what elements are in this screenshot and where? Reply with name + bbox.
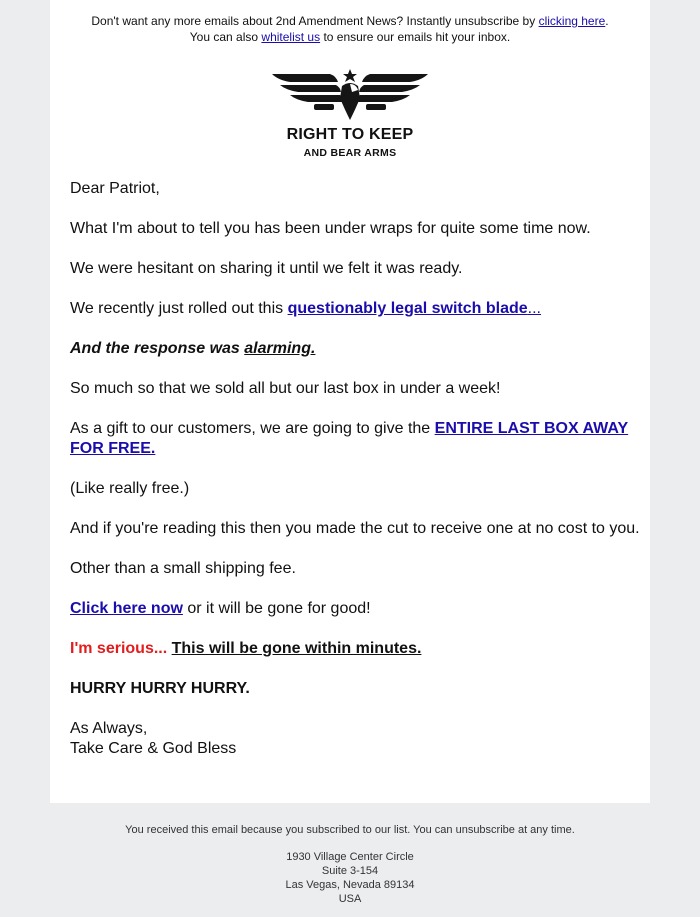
paragraph-12: HURRY HURRY HURRY. [70,680,250,697]
paragraph-10 [70,599,640,619]
paragraph-6 [70,419,640,459]
footer [0,823,700,906]
subscription-notice: You received this email because you subscribed to our list. You can unsubscribe at any time. [125,824,575,836]
whitelist-link[interactable]: whitelist us [261,29,321,44]
greeting: Dear Patriot, [70,180,160,197]
paragraph-3 [70,299,640,319]
unsubscribe-line [50,14,650,30]
signoff-line-2: Take Care & God Bless [70,740,237,757]
brand-name: RIGHT TO KEEP [286,126,414,143]
unsubscribe-notice [50,14,650,45]
address-line-4: USA [338,893,362,905]
eagle-logo-icon [270,68,430,124]
mailing-address [0,850,700,906]
whitelist-text-suffix: to ensure our emails hit your inbox. [323,29,511,44]
click-here-link[interactable]: Click here now [70,600,183,617]
serious-text: I'm serious... [70,640,168,657]
paragraph-6-text: As a gift to our customers, we are going to give the [70,420,431,437]
whitelist-text-prefix: You can also [189,29,259,44]
gone-within-minutes-text: This will be gone within minutes. [171,640,422,657]
paragraph-4 [70,339,640,359]
paragraph-10-text: or it will be gone for good! [187,600,371,617]
brand-logo[interactable] [270,68,430,162]
paragraph-3-text: We recently just rolled out this [70,300,284,317]
address-line-3: Las Vegas, Nevada 89134 [285,879,415,891]
unsubscribe-period: . [605,14,609,28]
paragraph-4-text: And the response was [70,340,240,357]
email-card [50,0,650,803]
signoff [70,719,640,759]
address-line-1: 1930 Village Center Circle [286,851,414,863]
paragraph-2: We were hesitant on sharing it until we felt it was ready. [70,260,463,277]
free-box-link[interactable]: ENTIRE LAST BOX AWAY FOR FREE. [70,420,629,457]
alarming-emphasis: alarming. [244,340,316,357]
signoff-line-1: As Always, [70,720,148,737]
paragraph-11 [70,639,640,659]
email-body [70,179,640,779]
paragraph-9: Other than a small shipping fee. [70,560,296,577]
paragraph-5: So much so that we sold all but our last box in under a week! [70,380,501,397]
unsubscribe-link[interactable]: clicking here [538,14,606,28]
switch-blade-link[interactable]: questionably legal switch blade [287,300,528,317]
paragraph-1: What I'm about to tell you has been under wraps for quite some time now. [70,220,591,237]
switch-blade-link-ellipsis[interactable]: ... [527,300,541,317]
paragraph-7: (Like really free.) [70,480,190,497]
whitelist-line [50,30,650,46]
address-line-2: Suite 3-154 [321,865,379,877]
paragraph-8: And if you're reading this then you made the cut to receive one at no cost to you. [70,520,640,537]
unsubscribe-text: Don't want any more emails about 2nd Amendment News? Instantly unsubscribe by [91,14,536,28]
brand-subtitle: AND BEAR ARMS [303,147,397,159]
